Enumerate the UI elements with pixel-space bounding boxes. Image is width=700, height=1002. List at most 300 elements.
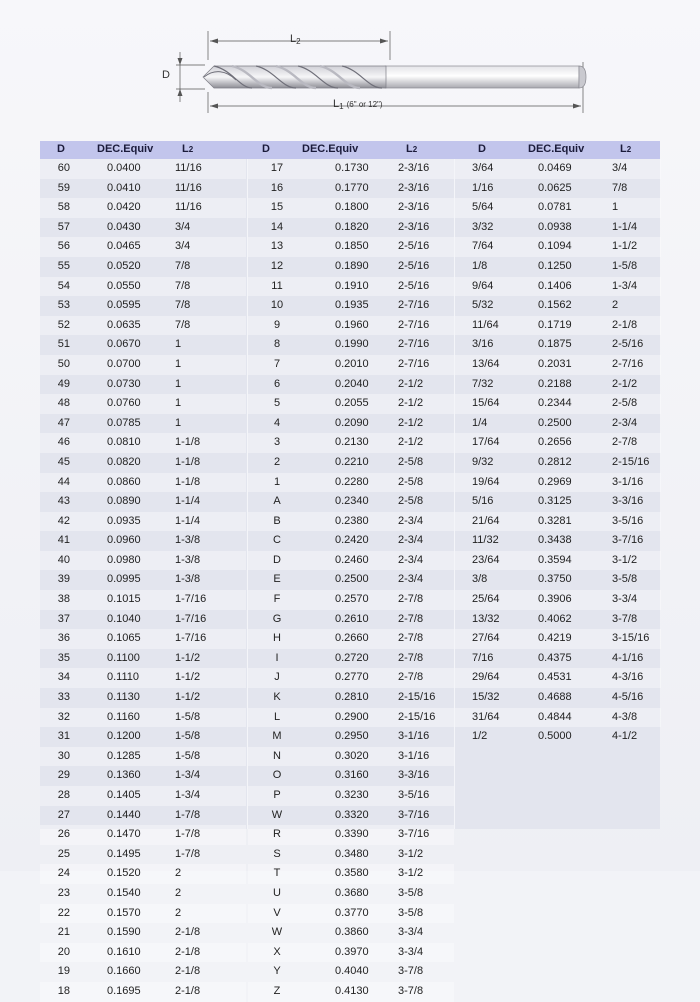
decimal-cell: 0.1100 xyxy=(107,651,140,664)
length-cell: 7/8 xyxy=(175,299,191,312)
table-row xyxy=(455,355,661,375)
size-cell: 48 xyxy=(57,397,70,410)
table-row xyxy=(40,296,246,316)
size-cell: 11 xyxy=(271,279,283,292)
length-cell: 1-1/2 xyxy=(175,691,201,704)
table-row xyxy=(248,570,454,590)
length-cell: 1-7/16 xyxy=(175,612,207,625)
header-l2-1: L 2 xyxy=(182,143,194,155)
size-cell: 12 xyxy=(270,259,284,272)
decimal-cell: 0.0820 xyxy=(107,455,141,468)
table-row xyxy=(455,492,661,512)
size-cell: 32 xyxy=(57,710,70,723)
table-row xyxy=(248,473,454,493)
size-cell: 53 xyxy=(57,299,70,312)
size-cell: 17 xyxy=(270,162,284,174)
length-cell: 2-1/8 xyxy=(175,965,201,978)
length-cell: 2-1/8 xyxy=(175,945,201,958)
decimal-cell: 0.0670 xyxy=(107,338,141,351)
size-cell: 23 xyxy=(57,886,70,899)
length-cell: 2-5/16 xyxy=(398,279,430,292)
decimal-cell: 0.2656 xyxy=(538,436,572,449)
decimal-cell: 0.2040 xyxy=(335,377,369,390)
length-cell: 3-3/4 xyxy=(398,926,424,939)
size-cell: 57 xyxy=(57,220,70,233)
decimal-cell: 0.1160 xyxy=(107,710,140,723)
size-cell: 45 xyxy=(57,455,70,468)
table-row xyxy=(248,904,454,924)
size-cell: 54 xyxy=(57,279,70,292)
length-cell: 2-1/2 xyxy=(398,377,424,390)
length-cell: 2-7/8 xyxy=(398,671,424,684)
decimal-cell: 0.2380 xyxy=(335,514,369,527)
size-cell: 17/64 xyxy=(472,436,500,449)
decimal-cell: 0.4040 xyxy=(335,965,369,978)
table-row xyxy=(40,433,246,453)
table-row xyxy=(40,884,246,904)
length-cell: 3-1/2 xyxy=(612,553,638,566)
length-cell: 2-5/16 xyxy=(398,259,430,272)
table-row xyxy=(455,433,661,453)
table-row xyxy=(248,884,454,904)
decimal-cell: 0.0760 xyxy=(107,397,141,410)
size-cell: 13/32 xyxy=(472,612,500,625)
decimal-cell: 0.2812 xyxy=(538,455,572,468)
size-cell: H xyxy=(273,632,281,645)
header-dec-2: DEC.Equiv xyxy=(302,143,359,155)
decimal-cell: 0.1730 xyxy=(335,162,369,174)
table-row xyxy=(248,198,454,218)
size-cell: K xyxy=(273,691,281,704)
length-cell: 2-3/16 xyxy=(398,162,430,174)
length-cell: 2-1/8 xyxy=(175,984,201,997)
decimal-cell: 0.1990 xyxy=(335,338,369,351)
length-cell: 3-1/2 xyxy=(398,847,424,860)
table-row xyxy=(248,943,454,963)
size-cell: 46 xyxy=(57,436,70,449)
size-cell: A xyxy=(273,495,281,508)
length-cell: 3-1/2 xyxy=(398,867,424,880)
decimal-cell: 0.2090 xyxy=(335,416,369,429)
length-cell: 1-1/8 xyxy=(175,436,201,449)
size-cell: 4 xyxy=(273,416,281,429)
decimal-cell: 0.1406 xyxy=(538,279,572,292)
table-row xyxy=(40,551,246,571)
table-row xyxy=(248,237,454,257)
length-cell: 2-7/8 xyxy=(398,632,424,645)
decimal-cell: 0.1935 xyxy=(335,299,369,312)
size-cell: W xyxy=(271,926,283,939)
length-cell: 3-7/8 xyxy=(398,965,424,978)
length-cell: 4-3/16 xyxy=(612,671,644,684)
table-row xyxy=(455,414,661,434)
decimal-cell: 0.2031 xyxy=(538,357,572,370)
size-cell: 21/64 xyxy=(472,514,500,527)
size-cell: 1 xyxy=(273,475,281,488)
size-cell: W xyxy=(271,808,283,821)
decimal-cell: 0.4844 xyxy=(538,710,572,723)
size-cell: S xyxy=(273,847,281,860)
table-row xyxy=(455,277,661,297)
size-cell: E xyxy=(273,573,281,586)
table-row xyxy=(248,786,454,806)
size-cell: Z xyxy=(273,984,281,997)
decimal-cell: 0.1610 xyxy=(107,945,141,958)
table-row xyxy=(248,688,454,708)
table-row xyxy=(40,531,246,551)
length-cell: 3-1/16 xyxy=(398,730,430,743)
length-cell: 1-7/16 xyxy=(175,593,207,606)
decimal-cell: 0.3281 xyxy=(538,514,572,527)
size-cell: 7/16 xyxy=(472,651,494,664)
header-l2-3: L 2 xyxy=(620,143,632,155)
decimal-cell: 0.3906 xyxy=(538,593,572,606)
decimal-cell: 0.0430 xyxy=(107,220,141,233)
length-cell: 2-1/8 xyxy=(175,926,201,939)
size-cell: G xyxy=(272,612,282,625)
length-cell: 3/4 xyxy=(612,162,628,174)
length-cell: 2-5/8 xyxy=(398,495,424,508)
length-cell: 1-1/4 xyxy=(175,514,201,527)
length-cell: 7/8 xyxy=(175,279,191,292)
length-cell: 2-15/16 xyxy=(398,710,436,723)
length-cell: 2-3/4 xyxy=(398,514,424,527)
table-row xyxy=(248,257,454,277)
table-row xyxy=(455,590,661,610)
length-cell: 3-3/4 xyxy=(612,593,638,606)
table-row xyxy=(248,296,454,316)
size-cell: 29 xyxy=(57,769,70,782)
length-cell: 2-1/2 xyxy=(398,397,424,410)
length-cell: 7/8 xyxy=(175,318,191,331)
table-row xyxy=(40,806,246,826)
length-cell: 3-3/16 xyxy=(612,495,644,508)
size-cell: 1/2 xyxy=(472,730,488,743)
table-row xyxy=(40,316,246,336)
decimal-cell: 0.3230 xyxy=(335,789,369,801)
l1-length-note: (6" or 12") xyxy=(346,100,383,109)
length-cell: 1 xyxy=(175,377,182,390)
decimal-cell: 0.4688 xyxy=(538,691,572,704)
size-cell: 5/32 xyxy=(472,299,494,312)
table-row xyxy=(248,825,454,845)
decimal-cell: 0.0400 xyxy=(107,162,141,174)
size-cell: I xyxy=(275,651,279,664)
decimal-cell: 0.0410 xyxy=(107,181,141,194)
table-column-number-sizes xyxy=(40,159,246,997)
length-cell: 1-7/16 xyxy=(175,632,207,645)
table-row xyxy=(40,629,246,649)
decimal-cell: 0.2055 xyxy=(335,397,369,410)
size-cell: 13/64 xyxy=(472,357,500,370)
size-cell: 15/32 xyxy=(472,691,500,704)
length-cell: 2 xyxy=(612,299,619,312)
decimal-cell: 0.2720 xyxy=(335,651,369,664)
size-cell: J xyxy=(274,671,280,684)
size-cell: 60 xyxy=(57,162,70,174)
size-cell: 7 xyxy=(273,357,281,370)
table-row xyxy=(455,688,661,708)
table-row xyxy=(40,179,246,199)
size-cell: 19 xyxy=(57,965,70,978)
table-row xyxy=(40,962,246,982)
decimal-cell: 0.1110 xyxy=(107,671,140,684)
length-cell: 1 xyxy=(175,338,182,351)
decimal-cell: 0.0469 xyxy=(538,162,572,174)
table-row xyxy=(40,473,246,493)
size-cell: 33 xyxy=(57,691,70,704)
length-cell: 1-5/8 xyxy=(175,730,201,743)
decimal-cell: 0.0860 xyxy=(107,475,141,488)
length-cell: 4-1/16 xyxy=(612,651,644,664)
length-cell: 2-3/16 xyxy=(398,181,430,194)
size-cell: R xyxy=(273,828,281,841)
length-cell: 2-3/4 xyxy=(398,573,424,586)
table-row xyxy=(248,375,454,395)
decimal-cell: 0.2344 xyxy=(538,397,572,410)
decimal-cell: 0.2460 xyxy=(335,553,369,566)
length-cell: 3/4 xyxy=(175,240,191,253)
decimal-cell: 0.4130 xyxy=(335,984,369,997)
table-row xyxy=(40,727,246,747)
length-cell: 1-7/8 xyxy=(175,847,201,860)
decimal-cell: 0.2810 xyxy=(335,691,369,704)
length-cell: 2-5/8 xyxy=(398,475,424,488)
table-row xyxy=(455,453,661,473)
table-row xyxy=(248,551,454,571)
size-cell: 41 xyxy=(57,534,70,547)
table-row xyxy=(40,198,246,218)
length-cell: 1-3/4 xyxy=(175,769,201,782)
decimal-cell: 0.0595 xyxy=(107,299,141,312)
size-cell: 23/64 xyxy=(472,553,500,566)
length-cell: 3-7/8 xyxy=(612,612,638,625)
size-cell: 35 xyxy=(57,651,70,664)
table-row xyxy=(455,159,661,179)
decimal-cell: 0.2130 xyxy=(335,436,369,449)
length-cell: 2-5/8 xyxy=(398,455,424,468)
table-row xyxy=(248,923,454,943)
decimal-cell: 0.1570 xyxy=(107,906,141,919)
decimal-cell: 0.0810 xyxy=(107,436,141,449)
table-row xyxy=(40,277,246,297)
decimal-cell: 0.1285 xyxy=(107,749,141,762)
length-cell: 2-7/16 xyxy=(398,338,430,351)
decimal-cell: 0.1360 xyxy=(107,769,141,782)
table-row xyxy=(40,159,246,179)
length-cell: 3-1/16 xyxy=(398,749,430,762)
decimal-cell: 0.1770 xyxy=(335,181,369,194)
decimal-cell: 0.3580 xyxy=(335,867,369,880)
size-cell: 1/8 xyxy=(472,259,488,272)
size-cell: 3/32 xyxy=(472,220,494,233)
decimal-cell: 0.1590 xyxy=(107,926,141,939)
table-row xyxy=(455,257,661,277)
table-row xyxy=(455,708,661,728)
table-row xyxy=(455,668,661,688)
decimal-cell: 0.0730 xyxy=(107,377,141,390)
decimal-cell: 0.3390 xyxy=(335,828,369,841)
length-cell: 1-7/8 xyxy=(175,828,201,841)
table-row xyxy=(40,453,246,473)
decimal-cell: 0.0960 xyxy=(107,534,141,547)
table-row xyxy=(248,433,454,453)
size-cell: 19/64 xyxy=(472,475,500,488)
length-cell: 2-7/8 xyxy=(398,593,424,606)
size-cell: 1/16 xyxy=(472,181,494,194)
decimal-cell: 0.0980 xyxy=(107,553,141,566)
length-cell: 11/16 xyxy=(175,181,202,194)
size-cell: 15/64 xyxy=(472,397,500,410)
size-cell: 2 xyxy=(273,455,281,468)
table-row xyxy=(40,610,246,630)
decimal-cell: 0.4531 xyxy=(538,671,572,684)
table-row xyxy=(40,825,246,845)
table-row xyxy=(248,414,454,434)
decimal-cell: 0.1875 xyxy=(538,338,572,351)
length-cell: 2-7/16 xyxy=(398,299,430,312)
decimal-cell: 0.3125 xyxy=(538,495,572,508)
decimal-cell: 0.3750 xyxy=(538,573,572,586)
length-cell: 1-1/4 xyxy=(612,220,638,233)
table-row xyxy=(40,570,246,590)
size-cell: 40 xyxy=(57,553,70,566)
length-cell: 2-3/16 xyxy=(398,201,430,214)
length-cell: 2-1/2 xyxy=(398,416,424,429)
length-cell: 2-15/16 xyxy=(398,691,436,704)
decimal-cell: 0.1850 xyxy=(335,240,369,253)
size-cell: 34 xyxy=(57,671,70,684)
length-cell: 3-5/8 xyxy=(398,906,424,919)
table-row xyxy=(248,962,454,982)
length-cell: 1-5/8 xyxy=(175,710,201,723)
length-cell: 2-7/8 xyxy=(398,612,424,625)
length-cell: 1 xyxy=(612,201,619,214)
decimal-cell: 0.2500 xyxy=(335,573,369,586)
header-dec-1: DEC.Equiv xyxy=(97,143,154,155)
decimal-cell: 0.0520 xyxy=(107,259,141,272)
table-row xyxy=(40,766,246,786)
table-row xyxy=(248,590,454,610)
decimal-cell: 0.0625 xyxy=(538,181,572,194)
length-cell: 1-5/8 xyxy=(612,259,638,272)
table-row xyxy=(248,864,454,884)
decimal-cell: 0.0635 xyxy=(107,318,141,331)
table-row xyxy=(248,806,454,826)
table-row xyxy=(40,237,246,257)
table-row xyxy=(40,923,246,943)
decimal-cell: 0.3970 xyxy=(335,945,369,958)
decimal-cell: 0.1470 xyxy=(107,828,141,841)
header-d-1: D xyxy=(57,143,65,155)
length-cell: 4-3/8 xyxy=(612,710,638,723)
size-cell: 25/64 xyxy=(472,593,500,606)
table-row xyxy=(40,512,246,532)
table-row xyxy=(248,218,454,238)
decimal-cell: 0.1562 xyxy=(538,299,572,312)
d-dimension-label: D xyxy=(162,69,170,81)
table-row xyxy=(248,629,454,649)
table-row xyxy=(248,531,454,551)
length-cell: 2-3/16 xyxy=(398,220,430,233)
table-row xyxy=(40,708,246,728)
decimal-cell: 0.1820 xyxy=(335,220,369,233)
decimal-cell: 0.4219 xyxy=(538,632,572,645)
decimal-cell: 0.1800 xyxy=(335,201,369,214)
length-cell: 3/4 xyxy=(175,220,191,233)
decimal-cell: 0.1520 xyxy=(107,867,141,880)
size-cell: 7/64 xyxy=(472,240,494,253)
size-cell: 1/4 xyxy=(472,416,488,429)
table-row xyxy=(455,218,661,238)
length-cell: 3-5/16 xyxy=(398,789,430,801)
table-row xyxy=(40,355,246,375)
length-cell: 2-1/8 xyxy=(612,318,638,331)
size-cell: 29/64 xyxy=(472,671,500,684)
table-row xyxy=(248,179,454,199)
length-cell: 2-1/2 xyxy=(612,377,638,390)
table-row xyxy=(248,708,454,728)
decimal-cell: 0.5000 xyxy=(538,730,572,743)
table-row xyxy=(455,531,661,551)
table-row xyxy=(455,394,661,414)
size-cell: X xyxy=(273,945,281,958)
table-row xyxy=(248,316,454,336)
size-cell: 42 xyxy=(57,514,70,527)
size-cell: 11/64 xyxy=(472,318,499,331)
decimal-cell: 0.2188 xyxy=(538,377,572,390)
length-cell: 1-1/2 xyxy=(612,240,638,253)
table-row xyxy=(248,845,454,865)
length-cell: 2-7/8 xyxy=(398,651,424,664)
table-row xyxy=(455,551,661,571)
decimal-cell: 0.3320 xyxy=(335,808,369,821)
length-cell: 1-1/8 xyxy=(175,455,201,468)
size-cell: 26 xyxy=(57,828,70,841)
decimal-cell: 0.1540 xyxy=(107,886,141,899)
decimal-cell: 0.2610 xyxy=(335,612,369,625)
size-cell: 58 xyxy=(57,201,70,214)
length-cell: 2-5/16 xyxy=(398,240,430,253)
size-cell: Y xyxy=(273,965,281,978)
decimal-cell: 0.1910 xyxy=(335,279,369,292)
table-row xyxy=(248,727,454,747)
table-row xyxy=(455,512,661,532)
size-cell: 37 xyxy=(57,612,70,625)
decimal-cell: 0.3680 xyxy=(335,886,369,899)
decimal-cell: 0.3770 xyxy=(335,906,369,919)
length-cell: 1-3/8 xyxy=(175,534,201,547)
decimal-cell: 0.2280 xyxy=(335,475,369,488)
size-cell: 49 xyxy=(57,377,70,390)
decimal-cell: 0.1250 xyxy=(538,259,572,272)
decimal-cell: 0.3020 xyxy=(335,749,369,762)
header-l2-2: L 2 xyxy=(406,143,418,155)
decimal-cell: 0.1065 xyxy=(107,632,141,645)
length-cell: 3-7/16 xyxy=(612,534,644,547)
decimal-cell: 0.0890 xyxy=(107,495,141,508)
decimal-cell: 0.1695 xyxy=(107,984,141,997)
length-cell: 2-1/2 xyxy=(398,436,424,449)
table-row xyxy=(40,982,246,1002)
table-row xyxy=(455,473,661,493)
length-cell: 3-7/8 xyxy=(398,984,424,997)
drill-bit-illustration xyxy=(0,0,700,135)
decimal-cell: 0.0420 xyxy=(107,201,141,214)
size-cell: B xyxy=(273,514,281,527)
decimal-cell: 0.1405 xyxy=(107,789,141,801)
length-cell: 2-7/16 xyxy=(398,357,430,370)
